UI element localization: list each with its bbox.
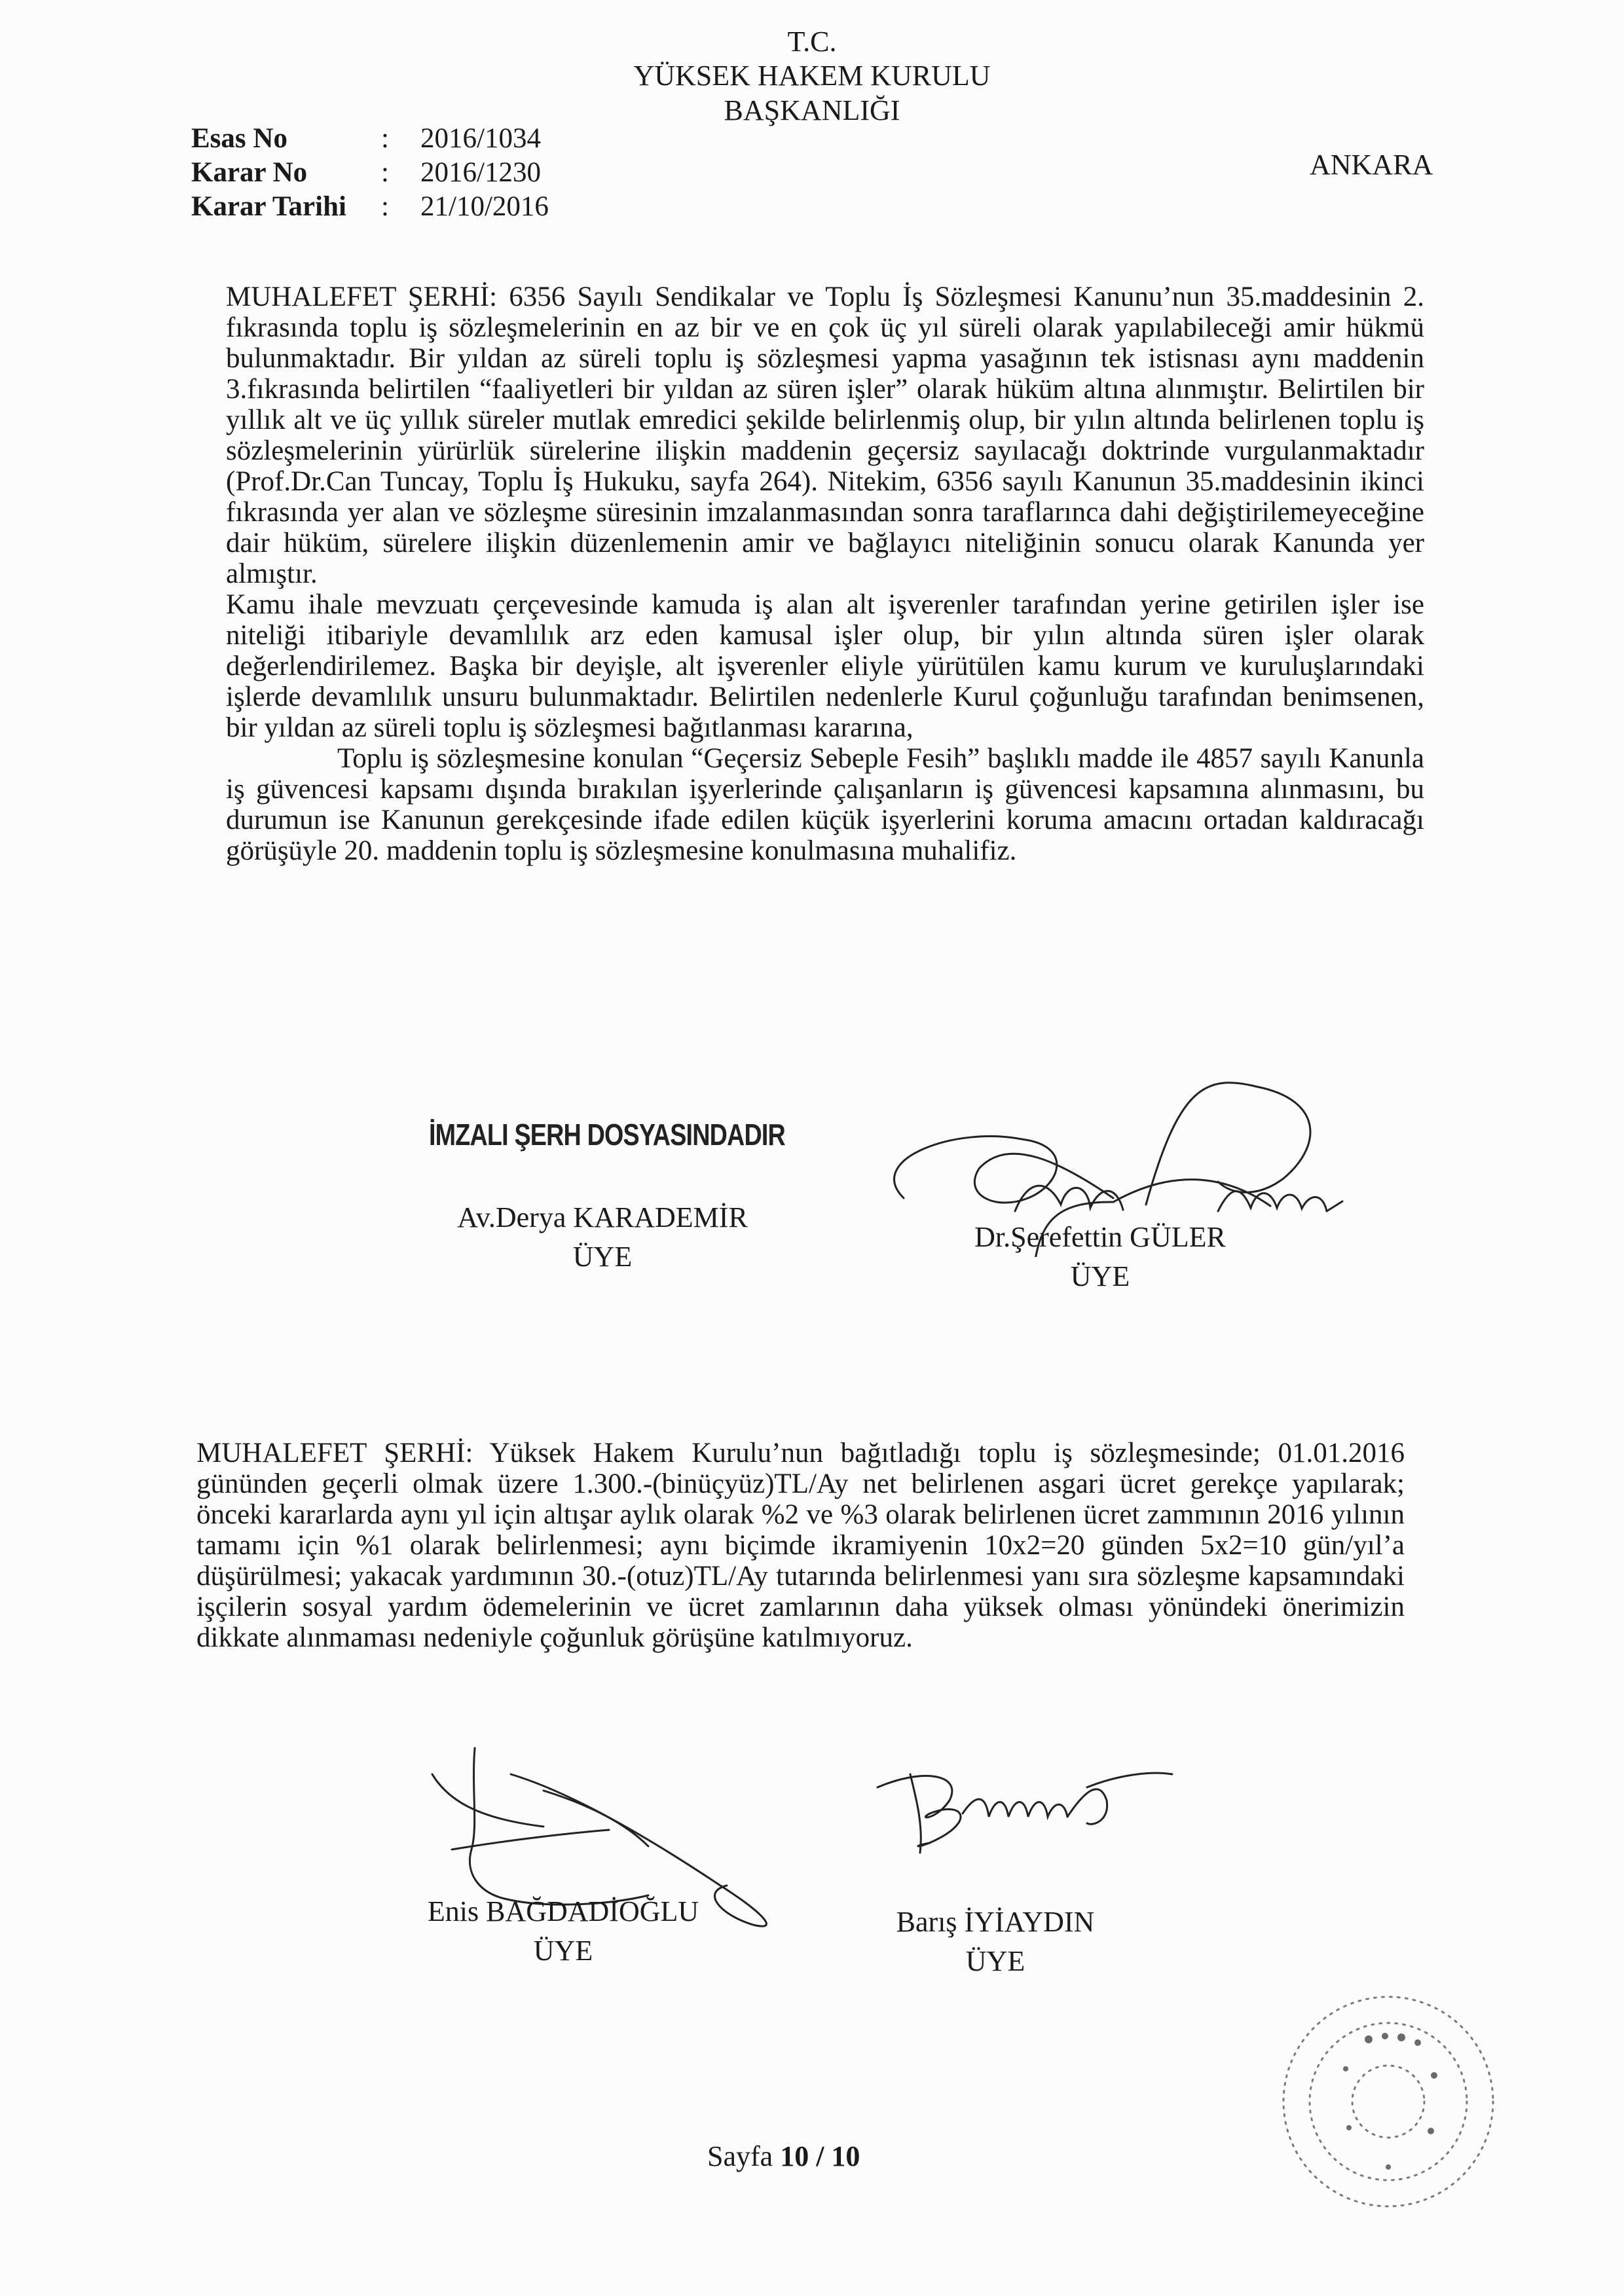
meta-value: 2016/1230	[420, 157, 541, 188]
header-institution: YÜKSEK HAKEM KURULU	[633, 60, 991, 92]
meta-key: Esas No	[191, 123, 287, 154]
dissent-1-para-3: Toplu iş sözleşmesine konulan “Geçersiz Sebeple Fesih” başlıklı madde ile 4857 sayılı Kanunla iş güvencesi kapsamı dışında bırakılan işyerlerinde çalışanların iş güvencesi kapsamına alınmasını, bu durumun ise Kanunun gerekçesinde ifade edilen küçük işyerlerini koruma amacını ortadan kaldıracağı görüşüyle 20. maddenin toplu iş sözleşmesine konulmasına muhalifiz.	[226, 743, 1424, 866]
page-separator: /	[816, 2140, 824, 2172]
page-current: 10	[780, 2140, 809, 2172]
signed-dissent-stamp: İMZALI ŞERH DOSYASINDADIR	[429, 1118, 785, 1152]
signature-iyiaydin	[871, 1761, 1185, 1859]
signatory-role: ÜYE	[533, 1935, 593, 1967]
city-label: ANKARA	[1310, 149, 1433, 181]
dissent-2-para-1: MUHALEFET ŞERHİ: Yüksek Hakem Kurulu’nun bağıtladığı toplu iş sözleşmesinde; 01.01.2016 gününden geçerli olmak üzere 1.300.-(binüçyüz)TL/Ay net belirlenen asgari ücret gerekçe yapılarak; önceki kararlarda aynı yıl için altışar aylık olarak %2 ve %3 olarak belirlenen ücret zammının 2016 yılının tamamı için %1 olarak belirlenmesi; aynı biçimde ikramiyenin 10x2=20 günden 5x2=10 gün/yıl’a düşürülmesi; yakacak yardımının 30.-(otuz)TL/Ay tutarında belirlenmesi yanı sıra sözleşme kapsamındaki işçilerin sosyal yardım ödemelerinin ve ücret zamlarının daha yüksek olması yönündeki önerimizin dikkate alınmaması nedeniyle çoğunluk görüşüne katılmıyoruz.	[196, 1438, 1405, 1653]
meta-sep: :	[381, 123, 389, 154]
signatory-iyiaydin	[799, 1903, 1192, 1981]
page-total: 10	[831, 2140, 860, 2172]
case-meta	[191, 122, 549, 224]
dissent-1-para-2: Kamu ihale mevzuatı çerçevesinde kamuda iş alan alt işverenler tarafından yerine getirilen işler ise niteliği itibariyle devamlılık arz eden kamusal işler olup, bir yılın altında süren işler olarak değerlendirilemez. Başka bir deyişle, alt işverenler eliyle yürütülen kamu kurum ve kuruluşlarındaki işlerde devamlılık unsuru bulunmaktadır. Belirtilen nedenlerle Kurul çoğunluğu tarafından benimsenen, bir yıldan az süreli toplu iş sözleşmesi bağıtlanması kararına,	[226, 589, 1424, 743]
signatory-name: Dr.Şerefettin GÜLER	[974, 1221, 1226, 1253]
dissent-1-para-1: MUHALEFET ŞERHİ: 6356 Sayılı Sendikalar ve Toplu İş Sözleşmesi Kanunu’nun 35.maddesinin 2. fıkrasında toplu iş sözleşmelerinin en az bir ve en çok üç yıl süreli olarak yapılabileceği amir hükmü bulunmaktadır. Bir yıldan az süreli toplu iş sözleşmesi yapma yasağının tek istisnası aynı maddenin 3.fıkrasında belirtilen “faaliyetleri bir yıldan az süren işler” olarak hüküm altına alınmıştır. Belirtilen bir yıllık alt ve üç yıllık süreler mutlak emredici şekilde belirlenmiş olup, bir yılın altında belirlenen toplu iş sözleşmelerinin yürürlük sürelerine ilişkin maddenin geçersiz sayılacağı doktrinde vurgulanmaktadır (Prof.Dr.Can Tuncay, Toplu İş Hukuku, sayfa 264). Nitekim, 6356 sayılı Kanunun 35.maddesinin ikinci fıkrasında yer alan ve sözleşme süresinin imzalanmasından sonra taraflarınca dahi değiştirilemeyeceğine dair hüküm, sürelere ilişkin düzenlemenin amir ve bağlayıcı niteliğinin sonucu olarak Kanunda yer almıştır.	[226, 282, 1424, 589]
meta-value: 21/10/2016	[420, 191, 549, 222]
signatory-guler	[904, 1218, 1297, 1296]
meta-value: 2016/1034	[420, 123, 541, 154]
header-tc: T.C.	[787, 26, 837, 58]
meta-row-karar	[191, 156, 549, 190]
page-label: Sayfa	[707, 2140, 773, 2172]
dissent-1	[226, 282, 1424, 866]
meta-sep: :	[381, 191, 389, 222]
meta-row-esas	[191, 122, 549, 156]
meta-sep: :	[381, 157, 389, 188]
page-number	[707, 2140, 860, 2173]
official-seal-icon	[1270, 1977, 1506, 2226]
signatory-karademir	[406, 1198, 799, 1277]
signatory-role: ÜYE	[965, 1945, 1025, 1977]
signatory-role: ÜYE	[1070, 1260, 1130, 1292]
meta-key: Karar No	[191, 157, 308, 188]
signatory-bagdadioglu	[367, 1892, 760, 1971]
meta-row-tarih	[191, 190, 549, 224]
signatory-name: Av.Derya KARADEMİR	[457, 1201, 748, 1233]
header-presidency: BAŞKANLIĞI	[724, 94, 900, 126]
signatory-name: Enis BAĞDADİOĞLU	[427, 1895, 699, 1927]
signatory-name: Barış İYİAYDIN	[896, 1906, 1095, 1938]
header-block	[576, 26, 1048, 126]
meta-key: Karar Tarihi	[191, 191, 346, 222]
signatory-role: ÜYE	[572, 1241, 633, 1273]
dissent-2	[196, 1438, 1405, 1653]
